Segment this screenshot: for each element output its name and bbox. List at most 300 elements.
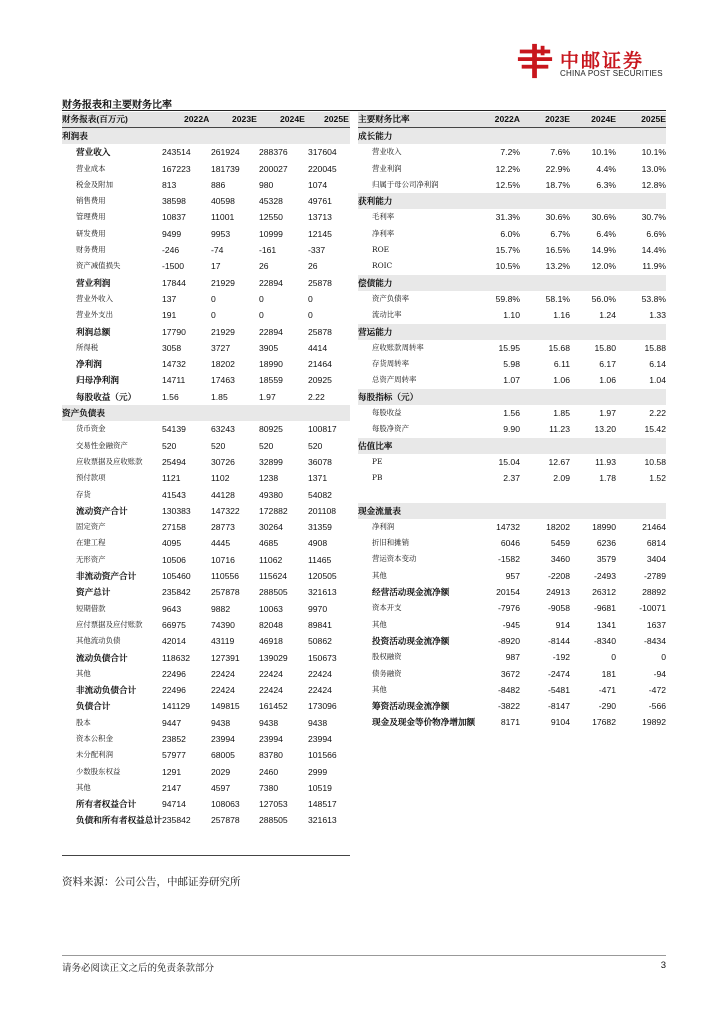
table-row	[358, 470, 666, 486]
cell-value: 9643	[162, 603, 182, 614]
cell-value: 22424	[259, 685, 283, 696]
table-row	[358, 617, 666, 633]
row-label: 所得税	[76, 342, 99, 352]
cell-value: 12.67	[548, 456, 570, 467]
table-row	[62, 275, 350, 291]
cell-value: 41543	[162, 489, 186, 500]
table-row	[62, 372, 350, 388]
table-row	[62, 666, 350, 682]
cell-value: 173096	[308, 701, 337, 712]
table-row	[62, 715, 350, 731]
row-label: ROIC	[372, 261, 393, 271]
table-row	[62, 470, 350, 486]
cell-value: 10.1%	[591, 147, 616, 158]
cell-value: 56.0%	[591, 293, 616, 304]
row-label: 总资产周转率	[372, 375, 417, 385]
row-label: 营业收入	[76, 147, 111, 158]
row-label: 净利率	[372, 228, 395, 238]
cell-value: 21464	[642, 521, 666, 532]
cell-value: 10506	[162, 554, 186, 565]
cell-value: 200027	[259, 163, 288, 174]
section-row	[62, 405, 350, 421]
cell-value: 980	[259, 179, 274, 190]
cell-value: 2029	[211, 766, 231, 777]
cell-value: -2789	[644, 570, 666, 581]
cell-value: 23852	[162, 733, 186, 744]
page-number: 3	[660, 960, 666, 971]
section-row	[358, 503, 666, 519]
table-row	[62, 421, 350, 437]
row-label: 研发费用	[76, 228, 106, 238]
cell-value: 3460	[550, 554, 570, 565]
row-label: 货币资金	[76, 424, 106, 434]
cell-value: 1.33	[649, 310, 666, 321]
cell-value: 44128	[211, 489, 235, 500]
row-label: 资本公积金	[76, 733, 113, 743]
cell-value: 17844	[162, 277, 186, 288]
cell-value: 18559	[259, 375, 283, 386]
row-label: 应付票据及应付账款	[76, 619, 143, 629]
table-row	[358, 291, 666, 307]
cell-value: 22424	[211, 668, 235, 679]
cell-value: 257878	[211, 815, 240, 826]
cell-value: 2.09	[553, 473, 570, 484]
cell-value: 49380	[259, 489, 283, 500]
cell-value: 14732	[162, 359, 186, 370]
cell-value: 22424	[308, 668, 332, 679]
row-label: 在建工程	[76, 538, 106, 548]
cell-value: 813	[162, 179, 177, 190]
cell-value: 127391	[211, 652, 240, 663]
cell-value: 1.04	[649, 375, 666, 386]
table-row	[358, 682, 666, 698]
cell-value: 288376	[259, 147, 288, 158]
cell-value: 9438	[308, 717, 328, 728]
cell-value: 101566	[308, 750, 337, 761]
cell-value: 26312	[592, 587, 616, 598]
row-label: 筹资活动现金流净额	[372, 701, 450, 712]
cell-value: -566	[648, 701, 666, 712]
cell-value: 23994	[308, 733, 332, 744]
cell-value: 94714	[162, 799, 186, 810]
cell-value: 12.8%	[641, 179, 666, 190]
row-label: 经营活动现金流净额	[372, 587, 450, 598]
cell-value: -1500	[162, 261, 184, 272]
cell-value: 15.7%	[495, 245, 520, 256]
cell-value: 0	[611, 652, 616, 663]
cell-value: -2208	[548, 570, 570, 581]
table-row	[62, 519, 350, 535]
header-year: 2022A	[184, 114, 210, 124]
table-row	[62, 535, 350, 551]
cell-value: 1.56	[503, 408, 520, 419]
table-row	[358, 144, 666, 160]
cell-value: 26	[259, 261, 269, 272]
cell-value: 30726	[211, 456, 235, 467]
data-source-note: 资料来源：公司公告，中邮证券研究所	[62, 876, 241, 888]
cell-value: 59.8%	[495, 293, 520, 304]
row-label: 营业外支出	[76, 310, 113, 320]
cell-value: 12.5%	[495, 179, 520, 190]
cell-value: 82048	[259, 619, 283, 630]
logo-english-name: CHINA POST SECURITIES	[560, 69, 663, 78]
cell-value: 1074	[308, 179, 328, 190]
cell-value: 2.37	[503, 473, 520, 484]
cell-value: -7976	[498, 603, 520, 614]
table-row	[62, 568, 350, 584]
row-label: 折旧和摊销	[372, 538, 409, 548]
cell-value: 4597	[211, 782, 231, 793]
table-row	[358, 698, 666, 714]
cell-value: 0	[661, 652, 666, 663]
cell-value: 23994	[211, 733, 235, 744]
row-label: 流动负债合计	[76, 652, 128, 663]
row-label: 营运资本变动	[372, 554, 417, 564]
cell-value: 0	[211, 293, 216, 304]
cell-value: 25494	[162, 456, 186, 467]
cell-value: -8340	[594, 635, 616, 646]
row-label: 其他流动负债	[76, 636, 121, 646]
header-year: 2023E	[545, 114, 570, 124]
cell-value: -2493	[594, 570, 616, 581]
cell-value: 25878	[308, 277, 332, 288]
cell-value: -337	[308, 245, 326, 256]
cell-value: 11.23	[549, 424, 570, 435]
cell-value: 3905	[259, 342, 279, 353]
cell-value: 15.80	[594, 342, 616, 353]
cell-value: 1.78	[599, 473, 616, 484]
row-label: 少数股东权益	[76, 766, 121, 776]
cell-value: 14732	[496, 521, 520, 532]
row-label: 每股收益（元）	[76, 391, 137, 402]
cell-value: 42014	[162, 636, 186, 647]
cell-value: 11465	[308, 554, 332, 565]
header-year: 2022A	[494, 114, 520, 124]
disclaimer-footer: 请务必阅读正文之后的免责条款部分	[62, 963, 215, 974]
cell-value: 68005	[211, 750, 235, 761]
cell-value: 147322	[211, 505, 240, 516]
cell-value: -8434	[644, 635, 666, 646]
table-row	[62, 812, 350, 828]
table-row	[358, 714, 666, 730]
cell-value: -2474	[548, 668, 570, 679]
row-label: 股本	[76, 717, 91, 727]
cell-value: 110556	[211, 571, 240, 582]
cell-value: 18990	[259, 359, 283, 370]
header-year: 2024E	[591, 114, 616, 124]
row-label: 成长能力	[358, 131, 393, 141]
cell-value: 6046	[500, 538, 520, 549]
cell-value: 15.68	[548, 342, 570, 353]
cell-value: 12550	[259, 212, 283, 223]
cell-value: 40598	[211, 196, 235, 207]
cell-value: 167223	[162, 163, 191, 174]
cell-value: 243514	[162, 147, 191, 158]
table-row	[62, 258, 350, 274]
table-row	[358, 242, 666, 258]
row-label: 现金及现金等价物净增加额	[372, 717, 476, 728]
row-label: 其他	[372, 684, 387, 694]
row-label: 债务融资	[372, 668, 402, 678]
cell-value: 13713	[308, 212, 332, 223]
cell-value: 32899	[259, 456, 283, 467]
cell-value: 1.07	[503, 375, 520, 386]
cell-value: 15.88	[644, 342, 666, 353]
cell-value: 4.4%	[596, 163, 616, 174]
cell-value: 6.3%	[596, 179, 616, 190]
cell-value: 9499	[162, 228, 182, 239]
table-row	[358, 177, 666, 193]
cell-value: -192	[552, 652, 570, 663]
cell-value: 89841	[308, 619, 332, 630]
row-label: 每股指标（元）	[358, 391, 419, 402]
table-row	[358, 258, 666, 274]
row-label: PB	[372, 473, 383, 483]
cell-value: -8920	[498, 635, 520, 646]
cell-value: -945	[502, 619, 520, 630]
cell-value: 0	[259, 310, 264, 321]
cell-value: 66975	[162, 619, 186, 630]
row-label: 归属于母公司净利润	[372, 179, 439, 189]
cell-value: 105460	[162, 571, 191, 582]
table-row	[62, 682, 350, 698]
cell-value: 6.7%	[550, 228, 570, 239]
cell-value: 57977	[162, 750, 186, 761]
header-label: 主要财务比率	[358, 114, 410, 124]
table-row	[62, 161, 350, 177]
section-row	[358, 389, 666, 405]
cell-value: 7.6%	[550, 147, 570, 158]
cell-value: 9.90	[503, 424, 520, 435]
table-row	[62, 617, 350, 633]
row-label: 存货周转率	[372, 359, 409, 369]
cell-value: 22424	[308, 685, 332, 696]
section-row	[62, 128, 350, 144]
cell-value: 1.52	[649, 473, 666, 484]
cell-value: 22424	[259, 668, 283, 679]
cell-value: 10716	[211, 554, 235, 565]
table-row	[358, 568, 666, 584]
cell-value: 18990	[592, 521, 616, 532]
cell-value: 4414	[308, 342, 328, 353]
table-row	[358, 535, 666, 551]
table-row	[62, 340, 350, 356]
header-year: 2023E	[232, 114, 257, 124]
cell-value: 3579	[596, 554, 616, 565]
cell-value: 30264	[259, 522, 283, 533]
cell-value: 288505	[259, 815, 288, 826]
cell-value: 9438	[259, 717, 279, 728]
row-label: 获利能力	[358, 196, 393, 207]
cell-value: 9953	[211, 228, 231, 239]
row-label: 其他	[372, 619, 387, 629]
row-label: 资产负债率	[372, 293, 409, 303]
cell-value: 1.24	[599, 310, 616, 321]
header-year: 2025E	[641, 114, 666, 124]
table-bottom-divider	[62, 855, 350, 856]
cell-value: 18.7%	[545, 179, 570, 190]
cell-value: 13.2%	[545, 261, 570, 272]
cell-value: 25878	[308, 326, 332, 337]
cell-value: -8482	[498, 684, 520, 695]
cell-value: 74390	[211, 619, 235, 630]
cell-value: 914	[555, 619, 570, 630]
cell-value: 141129	[162, 701, 191, 712]
cell-value: 22496	[162, 685, 186, 696]
cell-value: 27158	[162, 522, 186, 533]
table-row	[62, 177, 350, 193]
cell-value: -161	[259, 245, 277, 256]
row-label: 未分配利润	[76, 750, 113, 760]
table-row	[62, 503, 350, 519]
cell-value: 6236	[596, 538, 616, 549]
cell-value: -471	[598, 684, 616, 695]
table-row	[62, 601, 350, 617]
table-row	[62, 487, 350, 503]
cell-value: 6.0%	[500, 228, 520, 239]
cell-value: 1.06	[553, 375, 570, 386]
table-row	[62, 144, 350, 160]
cell-value: 987	[505, 652, 520, 663]
cell-value: 5.98	[503, 359, 520, 370]
cell-value: 54082	[308, 489, 332, 500]
cell-value: 115624	[259, 571, 288, 582]
row-label: 资产负债表	[62, 408, 105, 419]
cell-value: 1.56	[162, 391, 179, 402]
table-row	[62, 454, 350, 470]
cell-value: 10.58	[644, 456, 666, 467]
cell-value: -290	[598, 701, 616, 712]
table-row	[62, 698, 350, 714]
cell-value: 12.2%	[495, 163, 520, 174]
cell-value: 30.7%	[641, 212, 666, 223]
cell-value: 520	[259, 440, 274, 451]
cell-value: 14711	[162, 375, 186, 386]
cell-value: 1.10	[503, 310, 520, 321]
row-label: 营运能力	[358, 326, 393, 337]
cell-value: -9681	[594, 603, 616, 614]
cell-value: 9104	[550, 717, 570, 728]
cell-value: 9438	[211, 717, 231, 728]
header-year: 2024E	[280, 114, 305, 124]
row-label: 净利润	[76, 359, 102, 370]
cell-value: 3058	[162, 342, 182, 353]
row-label: 估值比率	[358, 440, 393, 451]
cell-value: 1.97	[259, 391, 276, 402]
cell-value: 2147	[162, 782, 182, 793]
cell-value: 9882	[211, 603, 231, 614]
row-label: PE	[372, 456, 383, 466]
row-label: 资产总计	[76, 587, 111, 598]
cell-value: 12145	[308, 228, 332, 239]
section-row	[358, 193, 666, 209]
cell-value: 83780	[259, 750, 283, 761]
cell-value: 19892	[642, 717, 666, 728]
row-label: 流动资产合计	[76, 505, 128, 516]
cell-value: 1371	[308, 473, 328, 484]
row-label: 其他	[76, 668, 91, 678]
cell-value: -5481	[548, 684, 570, 695]
cell-value: 13.20	[594, 424, 616, 435]
cell-value: 53.8%	[641, 293, 666, 304]
cell-value: 3727	[211, 342, 231, 353]
cell-value: 120505	[308, 571, 337, 582]
cell-value: 4445	[211, 538, 231, 549]
row-label: 应收票据及应收账款	[76, 456, 143, 466]
cell-value: 2999	[308, 766, 328, 777]
table-row	[358, 307, 666, 323]
cell-value: 0	[308, 310, 313, 321]
row-label: ROE	[372, 245, 390, 255]
row-label: 固定资产	[76, 522, 106, 532]
table-row	[358, 209, 666, 225]
table-row	[358, 666, 666, 682]
cell-value: 28892	[642, 587, 666, 598]
row-label: 负债和所有者权益总计	[76, 815, 162, 826]
row-label: 税金及附加	[76, 179, 113, 189]
cell-value: 22424	[211, 685, 235, 696]
row-label: 营业外收入	[76, 293, 113, 303]
cell-value: -94	[653, 668, 666, 679]
table-row	[358, 649, 666, 665]
cell-value: 36078	[308, 456, 332, 467]
section-row	[358, 275, 666, 291]
cell-value: 118632	[162, 652, 191, 663]
cell-value: 22894	[259, 326, 283, 337]
financial-statements-table	[62, 112, 350, 829]
cell-value: 317604	[308, 147, 337, 158]
header-label: 财务报表(百万元)	[62, 114, 128, 124]
cell-value: 130383	[162, 505, 191, 516]
cell-value: 50862	[308, 636, 332, 647]
table-row	[358, 340, 666, 356]
company-logo	[516, 42, 666, 84]
cell-value: 137	[162, 293, 177, 304]
cell-value: 21929	[211, 326, 235, 337]
table-row	[358, 519, 666, 535]
table-row	[358, 487, 666, 503]
cell-value: 14.4%	[641, 245, 666, 256]
cell-value: 30.6%	[591, 212, 616, 223]
cell-value: 18202	[211, 359, 235, 370]
row-label: 净利润	[372, 521, 395, 531]
cell-value: 127053	[259, 799, 288, 810]
table-header	[358, 112, 666, 128]
cell-value: 26	[308, 261, 318, 272]
cell-value: 15.04	[498, 456, 520, 467]
table-row	[358, 551, 666, 567]
row-label: 每股收益	[372, 408, 402, 418]
cell-value: 15.42	[644, 424, 666, 435]
cell-value: 17	[211, 261, 221, 272]
cell-value: 17463	[211, 375, 235, 386]
table-row	[62, 438, 350, 454]
cell-value: 2460	[259, 766, 279, 777]
cell-value: 1637	[646, 619, 666, 630]
cell-value: 139029	[259, 652, 288, 663]
cell-value: 8171	[500, 717, 520, 728]
cell-value: -1582	[498, 554, 520, 565]
table-row	[358, 421, 666, 437]
cell-value: 1121	[162, 473, 181, 484]
table-row	[62, 242, 350, 258]
section-row	[358, 128, 666, 144]
cell-value: 16.5%	[545, 245, 570, 256]
row-label: 投资活动现金流净额	[372, 635, 450, 646]
row-label: 销售费用	[76, 196, 106, 206]
cell-value: 172882	[259, 505, 288, 516]
cell-value: -8144	[548, 635, 570, 646]
